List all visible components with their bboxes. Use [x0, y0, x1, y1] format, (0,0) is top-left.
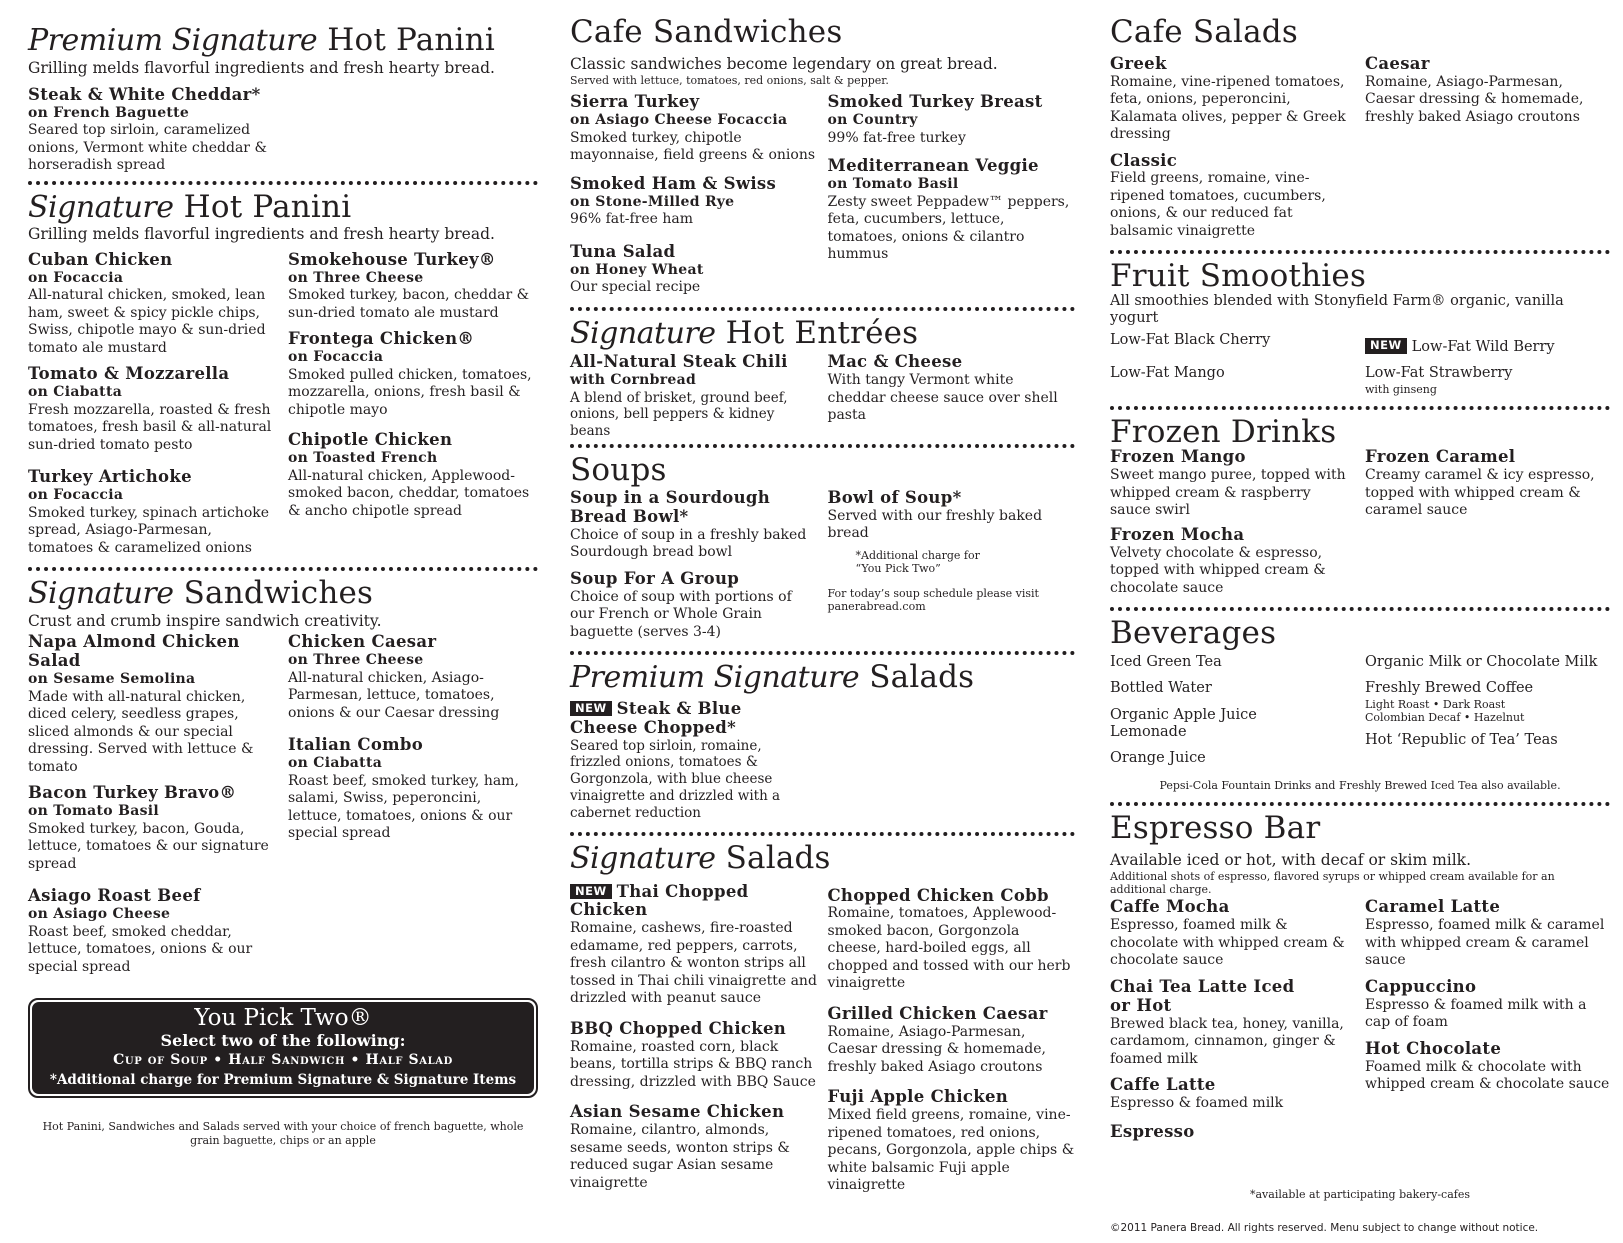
right-items [1365, 896, 1610, 1141]
you-pick-two-box [28, 998, 538, 1098]
served-with-footnote: Hot Panini, Sandwiches and Salads served with your choice of french baguette, whole grain baguette, chips or an apple [42, 1120, 524, 1147]
item-desc: A blend of brisket, ground beef, onions, bell peppers & kidney beans [570, 389, 788, 440]
item-name: Classic [1110, 150, 1178, 170]
item-name: Italian Combo [288, 735, 424, 755]
menu-item [570, 570, 818, 641]
menu-item [570, 700, 810, 822]
you-pick-two-title: You Pick Two® [194, 1005, 372, 1032]
new-badge: NEW [570, 884, 612, 899]
frozen-drinks-section [1110, 413, 1610, 597]
menu-item [1365, 978, 1610, 1032]
section-title: Signature Hot Entrées [570, 314, 919, 351]
smoothie-item: Low-Fat Strawberry [1365, 365, 1513, 382]
menu-item [828, 353, 1076, 440]
menu-item [28, 251, 278, 357]
cafe-sandwiches-section [570, 16, 1075, 297]
menu-item [570, 1103, 818, 1192]
item-name: Chai Tea Latte Iced or Hot [1110, 976, 1295, 1015]
item-desc: Espresso, foamed milk & chocolate with whipped cream & chocolate sauce [1110, 917, 1345, 969]
item-name: Napa Almond Chicken Salad [28, 632, 240, 671]
menu-item [828, 93, 1076, 147]
left-items [570, 87, 818, 296]
item-name: Greek [1110, 53, 1167, 73]
menu-item [1110, 978, 1355, 1068]
signature-sandwiches-section [28, 577, 538, 976]
item-desc: Romaine, tomatoes, Applewood-smoked bacon, Gorgonzola cheese, hard-boiled eggs, all chopped and tossed with our herb vinaigrette [827, 905, 1071, 992]
section-title: Soups [570, 452, 667, 489]
item-bread: on Ciabatta [288, 755, 383, 772]
item-desc: Romaine, cilantro, almonds, sesame seeds, wonton strips & reduced sugar Asian sesame vinaigrette [570, 1122, 790, 1191]
menu-item [28, 887, 278, 976]
menu-item [1365, 898, 1610, 969]
item-desc: Smoked pulled chicken, tomatoes, mozzarella, onions, fresh basil & chipotle mayo [288, 366, 532, 418]
item-bread: on Tomato Basil [28, 803, 160, 820]
item-bread: on Ciabatta [28, 384, 123, 401]
right-items [1365, 49, 1610, 241]
item-desc: Romaine, vine-ripened tomatoes, feta, onions, peperoncini, Kalamata olives, pepper & Greek dressing [1110, 73, 1346, 143]
menu-item [28, 86, 538, 175]
menu-item [288, 431, 538, 520]
new-badge: NEW [570, 701, 612, 716]
item-desc: Romaine, cashews, fire-roasted edamame, red peppers, carrots, fresh cilantro & wonton strips all tossed in Thai chili vinaigrette and drizzled with peanut sauce [570, 920, 817, 1007]
item-name: Asiago Roast Beef [28, 886, 201, 906]
section-tagline: All smoothies blended with Stonyfield Farm® organic, vanilla yogurt [1110, 293, 1564, 327]
item-bread: on Stone-Milled Rye [570, 193, 735, 210]
dotted-divider [1110, 607, 1610, 611]
item-name: NEW Steak & Blue Cheese Chopped* [570, 698, 742, 737]
item-bread: on Focaccia [28, 487, 124, 504]
menu-item [570, 883, 818, 1008]
menu-item [1110, 55, 1355, 144]
fountain-drinks-note: Pepsi-Cola Fountain Drinks and Freshly Brewed Iced Tea also available. [1159, 778, 1561, 792]
section-title: Signature Sandwiches [28, 575, 374, 612]
item-bread: on Tomato Basil [827, 176, 959, 193]
item-name: Frontega Chicken® [288, 329, 475, 349]
item-name: Bowl of Soup* [827, 487, 962, 507]
menu-item [288, 251, 538, 322]
menu-item [570, 175, 818, 229]
dotted-divider [28, 181, 538, 185]
item-desc: Creamy caramel & icy espresso, topped with whipped cream & caramel sauce [1365, 467, 1595, 519]
item-desc: All-natural chicken, Applewood-smoked bacon, cheddar, tomatoes & ancho chipotle spread [288, 467, 530, 519]
signature-hot-panini-section [28, 188, 538, 557]
item-name: Smokehouse Turkey® [288, 249, 496, 269]
menu-item [828, 1005, 1076, 1076]
section-tagline: Grilling melds flavorful ingredients and fresh hearty bread. [28, 58, 495, 77]
item-name: Fuji Apple Chicken [827, 1087, 1009, 1107]
left-items [1110, 49, 1355, 241]
item-name: Mac & Cheese [827, 352, 963, 372]
item-desc: Roast beef, smoked turkey, ham, salami, Swiss, peperoncini, lettuce, tomatoes, onions & our special spread [288, 772, 519, 842]
menu-item [288, 633, 538, 722]
item-desc: Espresso & foamed milk [1110, 1095, 1284, 1112]
section-title: Signature Salads [570, 839, 831, 876]
item-name: Smoked Turkey Breast [827, 92, 1043, 112]
soup-charge-note: *Additional charge for “You Pick Two” [855, 548, 980, 575]
section-tagline: Grilling melds flavorful ingredients and fresh hearty bread. [28, 225, 495, 244]
item-name: Tuna Salad [570, 241, 676, 261]
item-bread: on Country [827, 112, 918, 129]
signature-hot-entrees-section [570, 314, 1075, 441]
item-bread: with Cornbread [570, 372, 697, 389]
left-items [28, 631, 278, 976]
participating-note: *available at participating bakery-cafes [1249, 1188, 1470, 1201]
item-desc: Choice of soup in a freshly baked Sourdough bread bowl [570, 526, 807, 561]
section-tagline: Crust and crumb inspire sandwich creativity. [28, 611, 382, 630]
item-name: Chopped Chicken Cobb [827, 885, 1049, 905]
item-desc: Brewed black tea, honey, vanilla, cardamom, cinnamon, ginger & foamed milk [1110, 1015, 1344, 1067]
item-desc: Velvety chocolate & espresso, topped with whipped cream & chocolate sauce [1110, 544, 1326, 596]
right-items [288, 245, 538, 557]
menu-item [28, 365, 278, 454]
section-title: Premium Signature Hot Panini [28, 22, 495, 58]
item-name: Chipotle Chicken [288, 430, 453, 450]
item-name: Grilled Chicken Caesar [827, 1003, 1048, 1023]
section-tagline: Classic sandwiches become legendary on great bread. [570, 54, 998, 73]
item-name: BBQ Chopped Chicken [570, 1018, 787, 1038]
menu-item [288, 736, 538, 842]
item-desc: All-natural chicken, smoked, lean ham, sweet & spicy pickle chips, Swiss, chipotle mayo & sun-dried tomato ale mustard [28, 287, 266, 356]
signature-salads-section [570, 839, 1075, 1195]
smoothie-item: Low-Fat Mango [1110, 365, 1225, 382]
section-title: Fruit Smoothies [1110, 258, 1367, 295]
item-desc: Seared top sirloin, caramelized onions, Vermont white cheddar & horseradish spread [28, 122, 267, 174]
beverage-item: Lemonade [1110, 723, 1187, 740]
item-bread: on Three Cheese [288, 652, 424, 669]
item-bread: on French Baguette [28, 104, 190, 121]
beverage-item: Orange Juice [1110, 750, 1206, 767]
menu-item [1365, 55, 1610, 126]
item-desc: Fresh mozzarella, roasted & fresh tomatoes, fresh basil & all-natural sun-dried tomato pesto [28, 401, 272, 453]
right-items [828, 875, 1076, 1195]
item-bread: on Focaccia [288, 349, 384, 366]
item-bread: on Focaccia [28, 269, 124, 286]
item-name: All-Natural Steak Chili [570, 352, 788, 372]
espresso-bar-section [1110, 809, 1610, 1142]
soup-schedule-note: For today’s soup schedule please visit panerabread.com [827, 587, 1039, 614]
menu-item [1110, 448, 1355, 519]
menu-item [1110, 152, 1355, 241]
menu-item [570, 93, 818, 164]
item-desc: Seared top sirloin, romaine, frizzled onions, tomatoes & Gorgonzola, with blue cheese vinaigrette and drizzled with a cabernet reduction [570, 737, 781, 822]
right-items [1365, 654, 1610, 777]
item-name: Cappuccino [1365, 976, 1477, 996]
column-3 [1110, 0, 1610, 1234]
menu-item [828, 157, 1076, 263]
menu-item [1365, 1040, 1610, 1094]
right-items [1365, 448, 1610, 597]
item-name: Turkey Artichoke [28, 467, 192, 487]
menu-item [828, 887, 1076, 993]
item-name: Frozen Mocha [1110, 524, 1245, 544]
section-subtagline: Additional shots of espresso, flavored syrups or whipped cream available for an additional charge. [1110, 869, 1555, 897]
item-desc: Espresso, foamed milk & caramel with whipped cream & caramel sauce [1365, 917, 1605, 969]
menu-item [570, 489, 818, 562]
menu-item [1110, 1123, 1355, 1142]
item-name: Smoked Ham & Swiss [570, 173, 777, 193]
beverage-item: Iced Green Tea [1110, 653, 1222, 670]
section-title: Cafe Sandwiches [570, 14, 843, 50]
menu-item [570, 1020, 818, 1091]
smoothie-item: NEW Low-Fat Wild Berry [1365, 338, 1610, 356]
item-desc: With tangy Vermont white cheddar cheese sauce over shell pasta [827, 372, 1058, 424]
beverages-section [1110, 617, 1610, 792]
beverage-item: Organic Apple Juice [1110, 706, 1257, 723]
item-desc: 99% fat-free turkey [827, 129, 966, 146]
item-desc: Zesty sweet Peppadew™ peppers, feta, cucumbers, lettuce, tomatoes, onions & cilantro hummus [827, 193, 1070, 263]
right-items [828, 487, 1076, 641]
beverage-item: Bottled Water [1110, 680, 1212, 697]
item-desc: All-natural chicken, Asiago-Parmesan, lettuce, tomatoes, onions & our Caesar dressing [288, 669, 500, 721]
column-2 [570, 0, 1075, 1195]
item-desc: Served with our freshly baked bread [827, 507, 1043, 542]
item-name: Caffe Latte [1110, 1075, 1216, 1095]
item-bread: on Asiago Cheese [28, 906, 171, 923]
fruit-smoothies-section [1110, 260, 1610, 395]
menu-item [570, 353, 818, 440]
new-badge: NEW [1365, 338, 1407, 354]
section-tagline: Available iced or hot, with decaf or skim milk. [1110, 850, 1471, 869]
left-items [28, 245, 278, 557]
dotted-divider [1110, 406, 1610, 410]
you-pick-two-note: *Additional charge for Premium Signature & Signature Items [49, 1072, 517, 1089]
item-desc: Field greens, romaine, vine-ripened tomatoes, cucumbers, onions, & our reduced fat balsamic vinaigrette [1110, 170, 1326, 239]
item-desc: Smoked turkey, bacon, cheddar & sun-dried tomato ale mustard [288, 287, 530, 321]
section-title: Signature Hot Panini [28, 188, 352, 225]
item-bread: on Sesame Semolina [28, 671, 196, 688]
copyright: ©2011 Panera Bread. All rights reserved. Menu subject to change without notice. [1110, 1222, 1539, 1234]
item-bread: on Three Cheese [288, 269, 424, 286]
left-items [1110, 332, 1355, 396]
item-desc: Smoked turkey, spinach artichoke spread, Asiago-Parmesan, tomatoes & caramelized onions [28, 504, 270, 556]
item-desc: Smoked turkey, chipotle mayonnaise, field greens & onions [570, 129, 816, 164]
item-bread: on Honey Wheat [570, 261, 704, 278]
menu-item [1110, 898, 1355, 969]
item-name: Bacon Turkey Bravo® [28, 783, 237, 803]
item-desc: Foamed milk & chocolate with whipped cream & chocolate sauce [1365, 1058, 1610, 1093]
item-name: Frozen Mango [1110, 447, 1246, 467]
smoothie-sub: with ginseng [1365, 382, 1437, 396]
item-name: Caesar [1365, 53, 1430, 73]
dotted-divider [570, 444, 1075, 448]
cafe-salads-section [1110, 16, 1610, 240]
menu-item [828, 489, 1076, 543]
you-pick-two-options: Cup of Soup • Half Sandwich • Half Salad [113, 1052, 453, 1069]
left-items [570, 487, 818, 641]
right-items [828, 87, 1076, 296]
section-title: Frozen Drinks [1110, 413, 1337, 450]
column-1 [28, 0, 538, 1147]
menu-item [828, 1088, 1076, 1194]
beverage-item: Freshly Brewed Coffee [1365, 680, 1534, 697]
menu-item [28, 633, 278, 776]
item-desc: Our special recipe [570, 279, 701, 296]
item-desc: Romaine, Asiago-Parmesan, Caesar dressing & homemade, freshly baked Asiago croutons [827, 1023, 1046, 1075]
item-name: Soup For A Group [570, 568, 740, 588]
section-title: Cafe Salads [1110, 14, 1298, 50]
item-name: Tomato & Mozzarella [28, 364, 230, 384]
left-items [1110, 896, 1355, 1141]
item-bread: on Asiago Cheese Focaccia [570, 112, 788, 129]
item-name: Frozen Caramel [1365, 447, 1516, 467]
item-desc: 96% fat-free ham [570, 211, 693, 228]
item-desc: Mixed field greens, romaine, vine-ripened tomatoes, red onions, pecans, Gorgonzola, apple chips & white balsamic Fuji apple vinaigrette [827, 1107, 1075, 1194]
item-bread: on Toasted French [288, 450, 438, 467]
coffee-roasts: Light Roast • Dark Roast [1365, 697, 1506, 711]
item-desc: Choice of soup with portions of our French or Whole Grain baguette (serves 3-4) [570, 588, 792, 640]
item-name: Asian Sesame Chicken [570, 1102, 785, 1122]
beverage-item: Hot ‘Republic of Tea’ Teas [1365, 731, 1558, 748]
menu-item [28, 468, 278, 557]
item-name: Mediterranean Veggie [827, 156, 1039, 176]
item-name: Chicken Caesar [288, 632, 437, 652]
smoothie-item: Low-Fat Black Cherry [1110, 331, 1271, 348]
item-name: NEW Thai Chopped Chicken [570, 881, 749, 920]
right-items [288, 631, 538, 976]
item-name: Caffe Mocha [1110, 897, 1230, 917]
item-desc: Romaine, Asiago-Parmesan, Caesar dressing & homemade, freshly baked Asiago croutons [1365, 73, 1584, 125]
coffee-flavors: Colombian Decaf • Hazelnut [1365, 710, 1525, 724]
beverage-item: Organic Milk or Chocolate Milk [1365, 653, 1598, 670]
left-items [1110, 654, 1355, 777]
section-title: Premium Signature Salads [570, 659, 975, 696]
item-name: Hot Chocolate [1365, 1038, 1502, 1058]
item-desc: Smoked turkey, bacon, Gouda, lettuce, tomatoes & our signature spread [28, 820, 269, 872]
dotted-divider [570, 307, 1075, 311]
section-subtagline: Served with lettuce, tomatoes, red onions, salt & pepper. [570, 73, 889, 87]
menu-item [1110, 526, 1355, 597]
item-name: Caramel Latte [1365, 897, 1501, 917]
item-name: Soup in a Sourdough Bread Bowl* [570, 487, 771, 526]
item-desc: Made with all-natural chicken, diced celery, seedless grapes, sliced almonds & our special dressing. Served with lettuce & tomato [28, 688, 254, 775]
menu-item [28, 784, 278, 873]
premium-salads-section [570, 661, 1075, 822]
dotted-divider [570, 651, 1075, 655]
menu-item [288, 330, 538, 419]
menu-item [570, 243, 818, 297]
menu-item [1110, 1076, 1355, 1112]
soups-section [570, 454, 1075, 641]
item-name: Cuban Chicken [28, 249, 173, 269]
item-desc: Romaine, roasted corn, black beans, tortilla strips & BBQ ranch dressing, drizzled with BBQ Sauce [570, 1038, 816, 1090]
premium-hot-panini-section [28, 24, 538, 175]
item-name: Espresso [1110, 1121, 1195, 1141]
you-pick-two-subtitle: Select two of the following: [160, 1031, 406, 1051]
right-items [1365, 332, 1610, 396]
left-items [570, 875, 818, 1195]
item-desc: Sweet mango puree, topped with whipped cream & raspberry sauce swirl [1110, 467, 1346, 519]
section-title: Beverages [1110, 615, 1277, 652]
section-title: Espresso Bar [1110, 809, 1321, 846]
left-items [1110, 448, 1355, 597]
menu-item [1365, 448, 1610, 519]
item-desc: Espresso & foamed milk with a cap of foam [1365, 996, 1587, 1031]
dotted-divider [1110, 250, 1610, 254]
dotted-divider [1110, 802, 1610, 806]
item-name: Sierra Turkey [570, 92, 700, 112]
item-desc: Roast beef, smoked cheddar, lettuce, tomatoes, onions & our special spread [28, 923, 253, 975]
item-name: Steak & White Cheddar* [28, 84, 261, 104]
dotted-divider [28, 567, 538, 571]
dotted-divider [570, 832, 1075, 836]
